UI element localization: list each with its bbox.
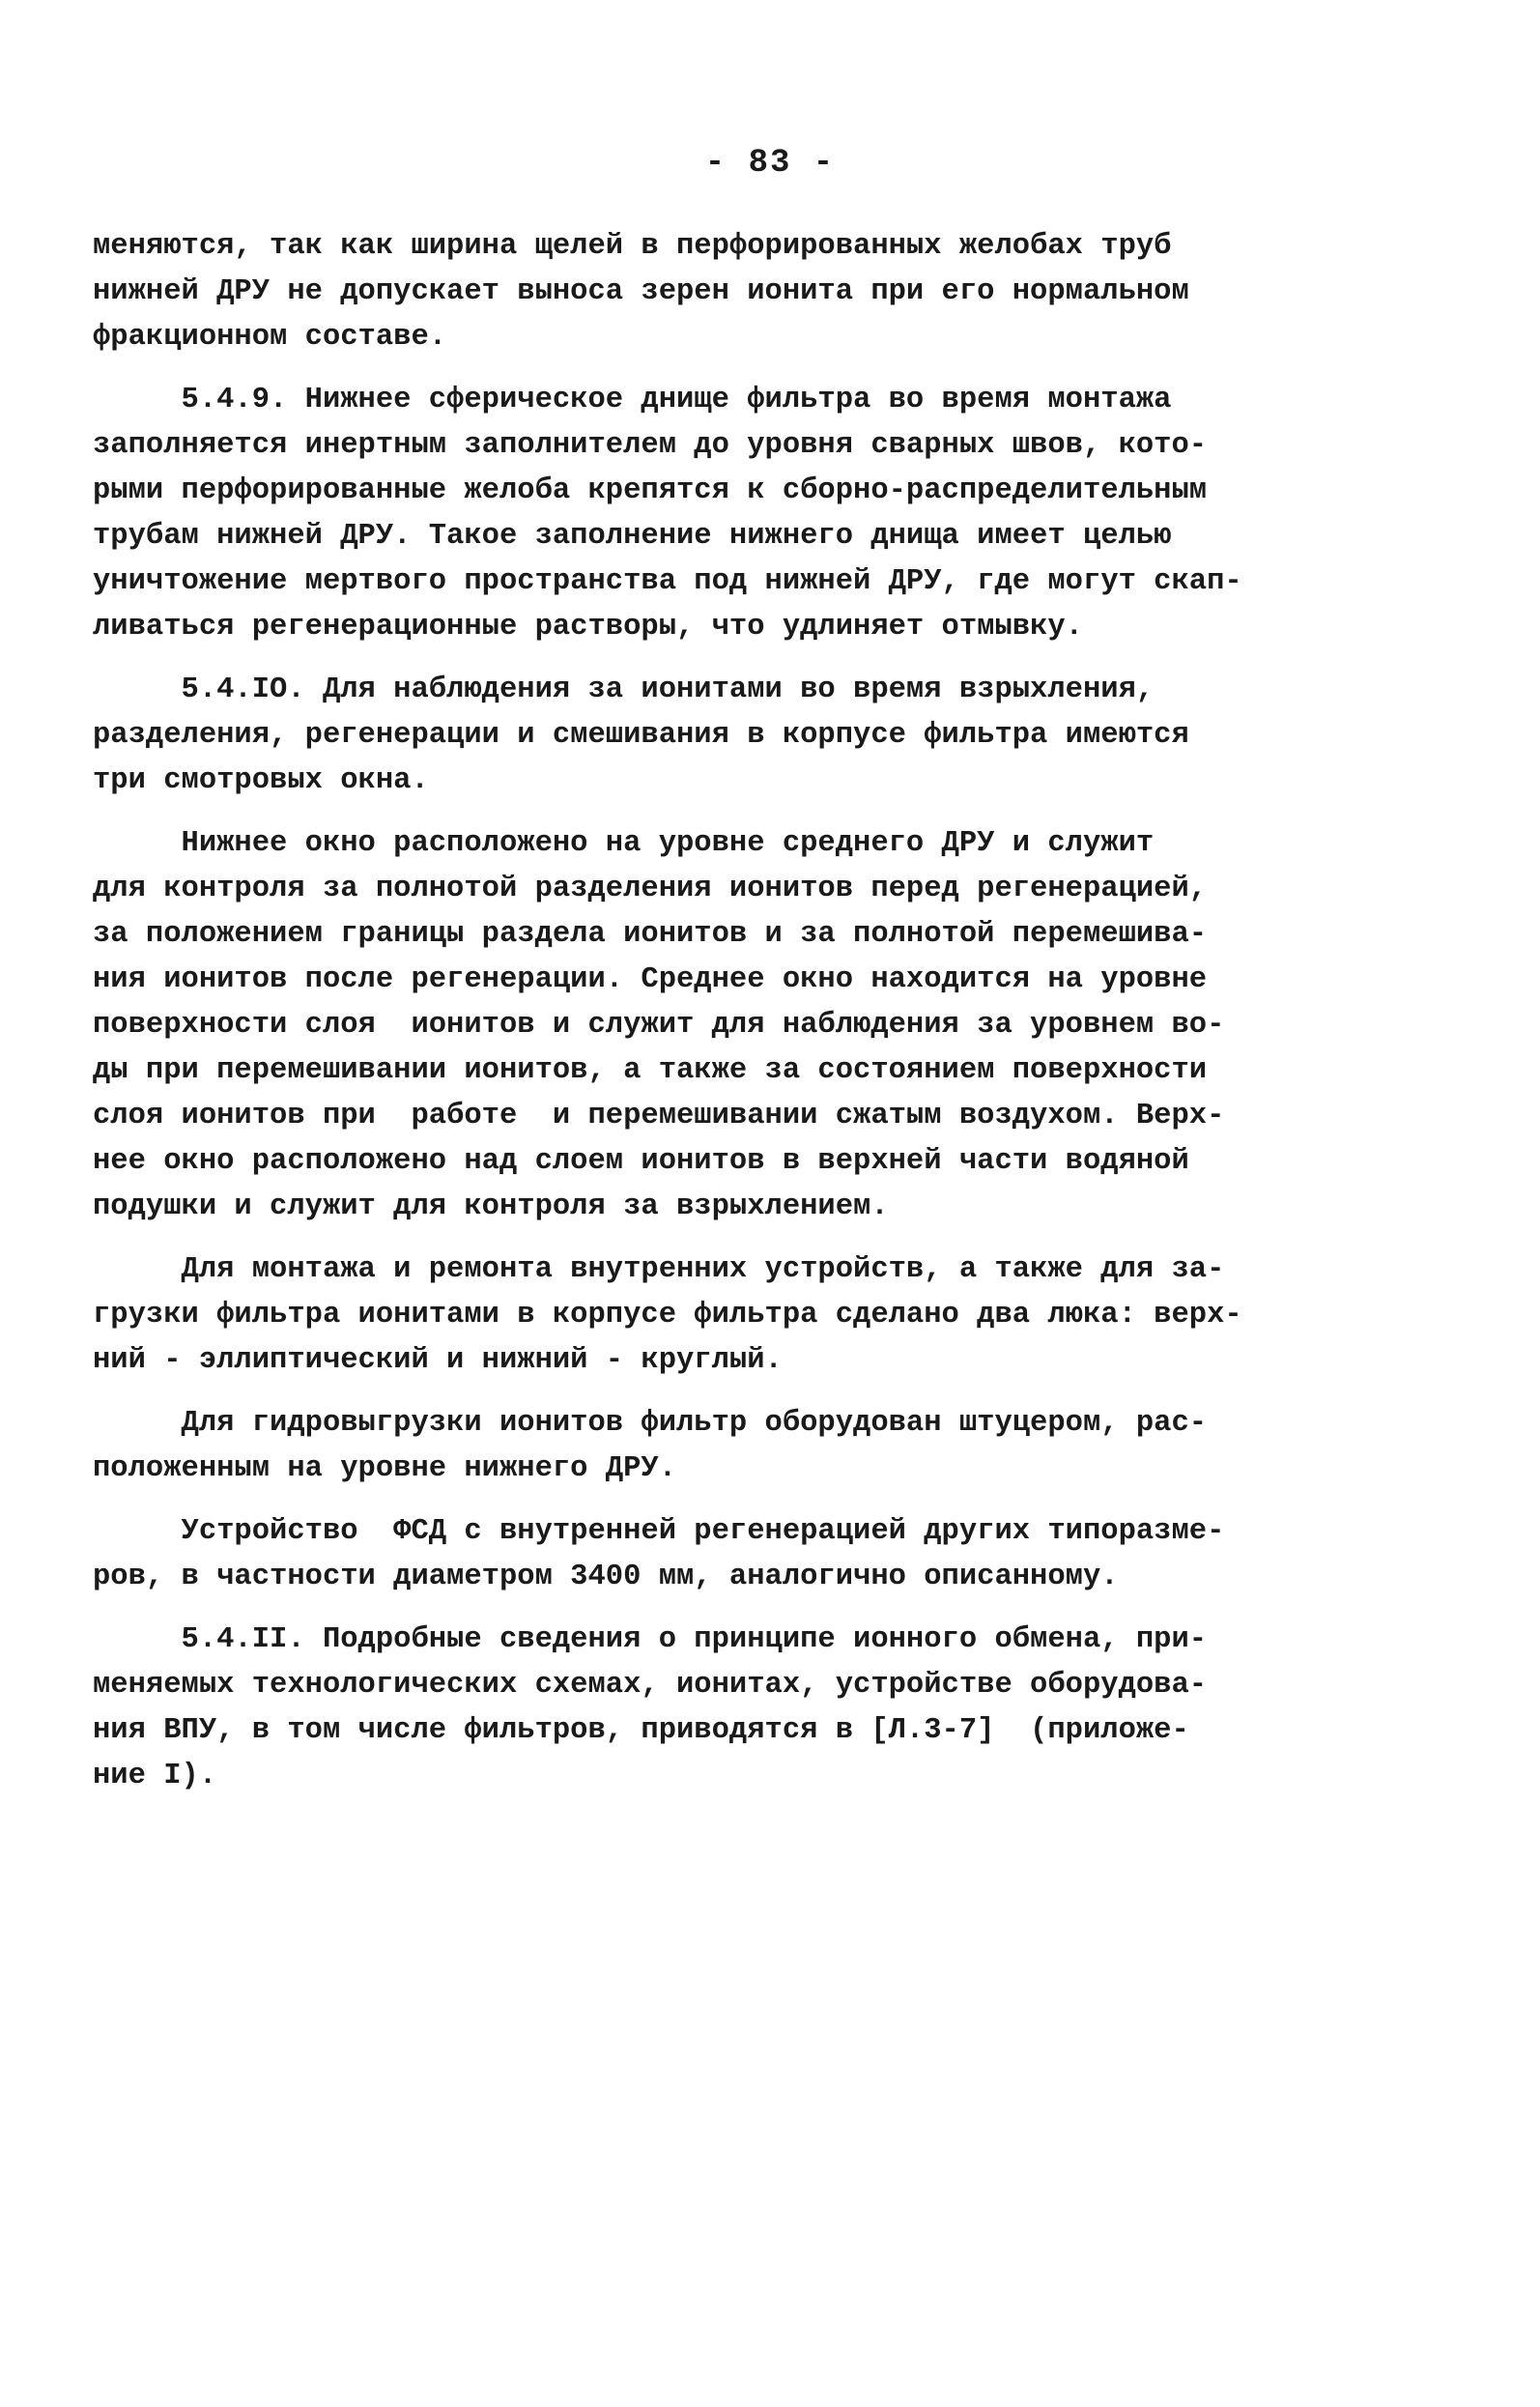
- text-line: заполняется инертным заполнителем до уровня сварных швов, кото-: [93, 429, 1208, 462]
- paragraph-5-4-10: [93, 668, 1300, 804]
- paragraph-1: [93, 224, 1300, 360]
- text-line: фракционном составе.: [93, 321, 447, 354]
- paragraph-5-4-11: [93, 1618, 1300, 1799]
- text-line: ний - эллиптический и нижний - круглый.: [93, 1344, 783, 1377]
- text-line: рыми перфорированные желоба крепятся к сборно-распределительным: [93, 474, 1208, 507]
- text-line: меняются, так как ширина щелей в перфорированных желобах труб: [93, 230, 1172, 263]
- text-line: для контроля за полнотой разделения ионитов перед регенерацией,: [93, 873, 1208, 905]
- text-line: ния ВПУ, в том числе фильтров, приводятся в [Л.3-7] (приложе-: [93, 1714, 1189, 1747]
- text-line: Для монтажа и ремонта внутренних устройств, а также для за-: [93, 1253, 1225, 1286]
- text-line: нее окно расположено над слоем ионитов в верхней части водяной: [93, 1145, 1189, 1178]
- text-line: ливаться регенерационные растворы, что удлиняет отмывку.: [93, 611, 1083, 644]
- text-line: подушки и служит для контроля за взрыхлением.: [93, 1190, 889, 1223]
- text-line: грузки фильтра ионитами в корпусе фильтра сделано два люка: верх-: [93, 1299, 1242, 1332]
- text-line: трубам нижней ДРУ. Такое заполнение нижнего днища имеет целью: [93, 520, 1172, 553]
- text-line: уничтожение мертвого пространства под нижней ДРУ, где могут скап-: [93, 565, 1242, 598]
- text-line: ние I).: [93, 1760, 217, 1792]
- text-line: Для гидровыгрузки ионитов фильтр оборудован штуцером, рас-: [93, 1407, 1208, 1440]
- text-line: ды при перемешивании ионитов, а также за состоянием поверхности: [93, 1054, 1208, 1087]
- text-line: положенным на уровне нижнего ДРУ.: [93, 1452, 676, 1485]
- text-line: слоя ионитов при работе и перемешивании сжатым воздухом. Верх-: [93, 1100, 1225, 1132]
- text-line: три смотровых окна.: [93, 764, 429, 797]
- text-line: ров, в частности диаметром 3400 мм, аналогично описанному.: [93, 1561, 1119, 1593]
- paragraph-windows: [93, 821, 1300, 1230]
- body-text: [93, 224, 1300, 1817]
- text-line: Нижнее окно расположено на уровне среднего ДРУ и служит: [93, 827, 1155, 860]
- paragraph-hatches: [93, 1247, 1300, 1384]
- page-number: - 83 -: [704, 145, 836, 182]
- text-line: 5.4.IO. Для наблюдения за ионитами во время взрыхления,: [93, 673, 1155, 706]
- text-line: 5.4.9. Нижнее сферическое днище фильтра во время монтажа: [93, 384, 1172, 416]
- text-line: нижней ДРУ не допускает выноса зерен ионита при его нормальном: [93, 275, 1189, 308]
- text-line: за положением границы раздела ионитов и за полнотой перемешива-: [93, 918, 1208, 951]
- paragraph-other-sizes: [93, 1509, 1300, 1600]
- text-line: меняемых технологических схемах, ионитах, устройстве оборудова-: [93, 1669, 1208, 1702]
- text-line: Устройство ФСД с внутренней регенерацией других типоразме-: [93, 1515, 1225, 1548]
- paragraph-hydro-unloading: [93, 1401, 1300, 1492]
- text-line: поверхности слоя ионитов и служит для наблюдения за уровнем во-: [93, 1009, 1225, 1042]
- paragraph-5-4-9: [93, 378, 1300, 650]
- text-line: разделения, регенерации и смешивания в корпусе фильтра имеются: [93, 719, 1189, 752]
- text-line: 5.4.II. Подробные сведения о принципе ионного обмена, при-: [93, 1623, 1208, 1656]
- text-line: ния ионитов после регенерации. Среднее окно находится на уровне: [93, 963, 1208, 996]
